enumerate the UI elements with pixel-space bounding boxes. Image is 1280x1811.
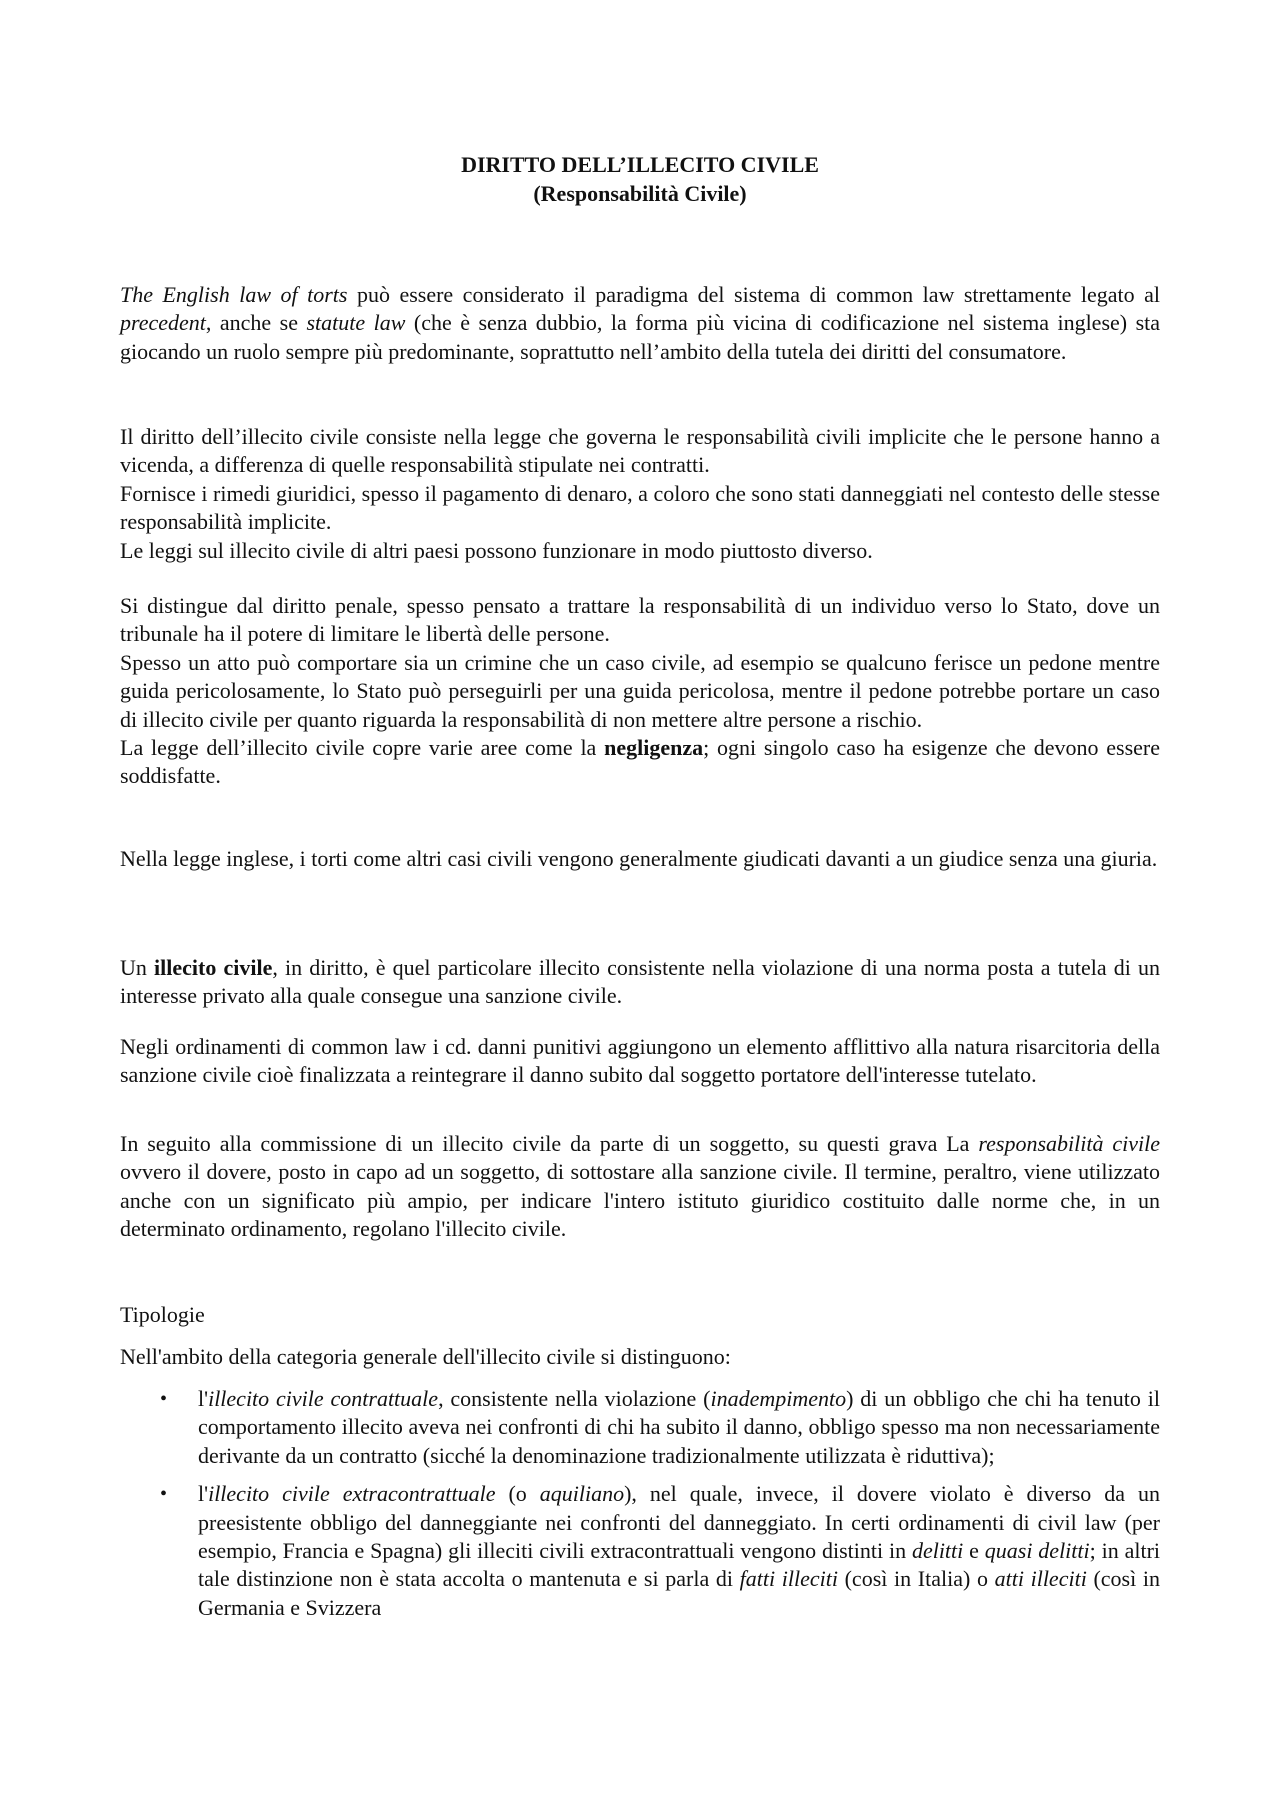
types-list <box>120 1385 1160 1622</box>
text-run: ; in altri tale distinzione non è stata accolta o mantenuta e si parla di <box>198 1538 1161 1592</box>
text-italic: precedent <box>120 310 206 336</box>
text-italic: The English law of torts <box>120 282 348 307</box>
sentence: Si distingue dal diritto penale, spesso pensato a trattare la responsabilità di un individuo verso lo Stato, dove un tribunale ha il potere di limitare le libertà delle persone. <box>120 593 1160 647</box>
sentence: Le leggi sul illecito civile di altri paesi possono funzionare in modo piuttosto diverso. <box>120 537 873 563</box>
text-run: , in diritto, è quel particolare illecito consistente nella violazione di una norma posta a tutela di un interesse privato alla quale consegue una sanzione civile. <box>120 955 1161 1009</box>
paragraph-punitive-damages: Negli ordinamenti di common law i cd. danni punitivi aggiungono un elemento afflittivo alla natura risarcitoria della sanzione civile cioè finalizzata a reintegrare il danno subito dal soggetto portatore dell'interesse tutelato. <box>120 1034 1160 1088</box>
text-italic: aquiliano <box>539 1481 625 1507</box>
text-italic: illecito civile extracontrattuale <box>208 1481 496 1507</box>
paragraph-responsabilita <box>120 1130 1160 1244</box>
paragraph-definition <box>120 423 1160 565</box>
text-italic: delitti <box>911 1538 964 1564</box>
text-italic: responsabilità civile <box>978 1131 1160 1156</box>
text-run: e <box>963 1538 985 1564</box>
text-bold: illecito civile <box>154 955 273 980</box>
text-italic: atti illeciti <box>994 1566 1087 1592</box>
text-run: (o <box>495 1481 540 1507</box>
document-subtitle: (Responsabilità Civile) <box>533 181 747 206</box>
text-run: Un <box>120 955 155 980</box>
text-run: ) di un obbligo che chi ha tenuto il comportamento illecito aveva nei confronti di chi ha subito il danno, obbligo spesso ma non necessariamente derivante da un contratto (sicché la denominazione tradizionalmente utilizzata è riduttiva); <box>198 1386 1160 1468</box>
text-italic: quasi delitti <box>984 1538 1090 1564</box>
text-run: l' <box>198 1386 209 1411</box>
paragraph-illecito-civile <box>120 954 1160 1011</box>
text-run: La legge dell’illecito civile copre varie aree come la <box>120 735 605 761</box>
text-run: (così in Italia) o <box>837 1566 995 1592</box>
text-run: ), nel quale, invece, il dovere violato è diverso da un preesistente obbligo del danneggiante nei confronti del danneggiato. In certi ordinamenti di civil law (per esempio, Francia e Spagna) gli illeciti civili extracontrattuali vengono distinti in <box>198 1481 1160 1564</box>
text-run: può essere considerato il paradigma del sistema di common law strettamente legato al <box>347 282 1160 307</box>
sentence: Il diritto dell’illecito civile consiste nella legge che governa le responsabilità civili implicite che le persone hanno a vicenda, a differenza di quelle responsabilità stipulate nei contratti. <box>120 424 1160 478</box>
list-item <box>120 1385 1160 1470</box>
section-intro: Nell'ambito della categoria generale dell'illecito civile si distinguono: <box>120 1344 731 1369</box>
text-bold: negligenza <box>604 735 704 761</box>
text-italic: statute law <box>306 310 406 336</box>
text-run: (che è senza dubbio, la forma più vicina di codificazione nel sistema inglese) sta giocando un ruolo sempre più predominante, soprattutto nell’ambito della tutela dei diritti del consumatore. <box>120 310 1161 364</box>
paragraph-torts-intro <box>120 281 1160 366</box>
sentence <box>120 734 1160 791</box>
text-run: l' <box>198 1481 209 1507</box>
paragraph-penal-distinction <box>120 592 1160 791</box>
text-run: In seguito alla commissione di un illecito civile da parte di un soggetto, su questi grava La <box>120 1131 979 1156</box>
text-italic: fatti illeciti <box>739 1566 838 1592</box>
text-run: ovvero il dovere, posto in capo ad un soggetto, di sottostare alla sanzione civile. Il termine, peraltro, viene utilizzato anche con un significato più ampio, per indicare l'intero istituto giuridico costituito dalle norme che, in un determinato ordinamento, regolano l'illecito civile. <box>120 1159 1160 1242</box>
document-title: DIRITTO DELL’ILLECITO CIVILE <box>461 152 819 177</box>
paragraph-english-law: Nella legge inglese, i torti come altri casi civili vengono generalmente giudicati davanti a un giudice senza una giuria. <box>120 846 1158 871</box>
section-heading: Tipologie <box>120 1302 205 1327</box>
text-run: , consistente nella violazione ( <box>438 1386 711 1411</box>
list-item <box>120 1480 1160 1622</box>
text-italic: inadempimento <box>710 1386 847 1411</box>
sentence: Spesso un atto può comportare sia un crimine che un caso civile, ad esempio se qualcuno ferisce un pedone mentre guida pericolosamente, lo Stato può perseguirli per una guida pericolosa, mentre il pedone potrebbe portare un caso di illecito civile per quanto riguarda la responsabilità di non mettere altre persone a rischio. <box>120 649 1160 732</box>
text-run: ; ogni singolo caso ha esigenze che devono essere soddisfatte. <box>120 735 1160 789</box>
bullet-icon: • <box>160 1388 168 1410</box>
sentence: Fornisce i rimedi giuridici, spesso il pagamento di denaro, a coloro che sono stati danneggiati nel contesto delle stesse responsabilità implicite. <box>120 480 1160 535</box>
text-run: (così in Germania e Svizzera <box>198 1566 1160 1620</box>
text-run: , anche se <box>205 310 307 336</box>
title-block <box>0 150 1280 208</box>
text-italic: illecito civile contrattuale <box>208 1386 439 1411</box>
bullet-icon: • <box>160 1483 168 1506</box>
